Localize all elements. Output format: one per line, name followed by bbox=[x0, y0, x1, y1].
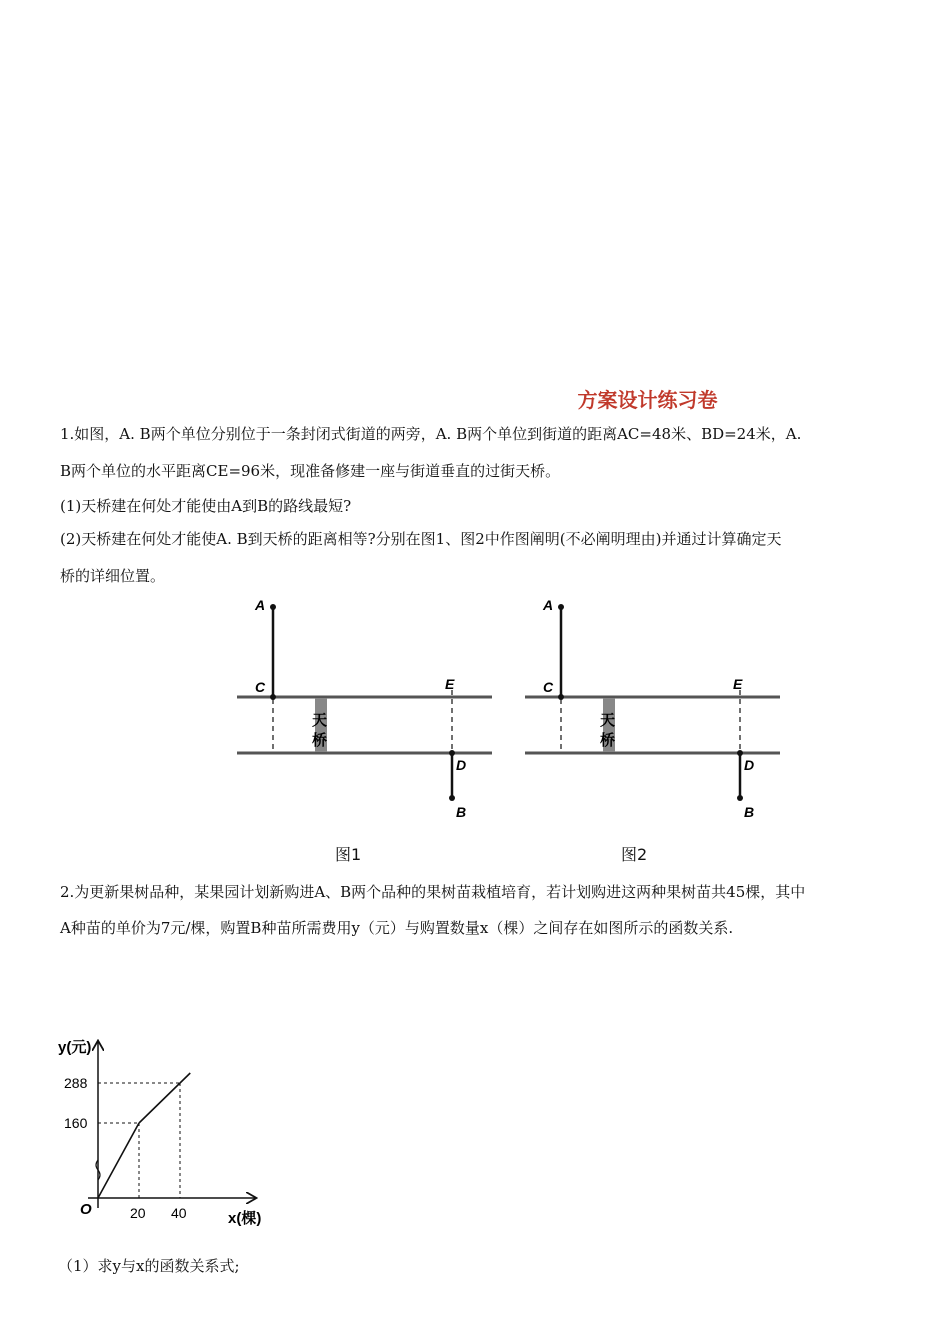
q2-part1: （1）求y与x的函数关系式; bbox=[58, 1257, 240, 1275]
graph-segment-2 bbox=[139, 1083, 180, 1123]
figure-2-caption: 图2 bbox=[621, 845, 648, 864]
bridge-label-1: 天 bbox=[312, 712, 328, 729]
function-graph bbox=[50, 1030, 290, 1235]
label-B: B bbox=[744, 804, 755, 820]
graph-segment-1 bbox=[98, 1123, 139, 1198]
label-C: C bbox=[255, 679, 266, 695]
q1-part2a: (2)天桥建在何处才能使A. B到天桥的距离相等?分别在图1、图2中作图阐明(不必阐明理由)并通过计算确定天 bbox=[60, 530, 782, 548]
graph-segment-3 bbox=[180, 1073, 190, 1083]
x-tick-label-20: 20 bbox=[130, 1205, 146, 1221]
y-tick-label-288: 288 bbox=[64, 1075, 88, 1091]
label-D: D bbox=[744, 757, 755, 773]
label-E: E bbox=[733, 676, 743, 692]
figure-1-caption: 图1 bbox=[335, 845, 362, 864]
q2-line1: 2.为更新果树品种，某果园计划新购进A、B两个品种的果树苗栽植培育，若计划购进这两种果树苗共45棵，其中 bbox=[60, 883, 806, 901]
label-B: B bbox=[456, 804, 467, 820]
q2-line2: A种苗的单价为7元/棵，购置B种苗所需费用y（元）与购置数量x（棵）之间存在如图所示的函数关系. bbox=[60, 919, 734, 937]
page-title: 方案设计练习卷 bbox=[577, 388, 718, 412]
figure-1 bbox=[230, 590, 500, 830]
figure-2 bbox=[518, 590, 788, 830]
label-C: C bbox=[543, 679, 554, 695]
q1-line1: 1.如图，A. B两个单位分别位于一条封闭式街道的两旁，A. B两个单位到街道的距离AC=48米、BD=24米，A. bbox=[60, 425, 802, 443]
origin-label: O bbox=[80, 1201, 92, 1218]
q1-part2b: 桥的详细位置。 bbox=[60, 567, 166, 585]
q1-line2: B两个单位的水平距离CE=96米，现准备修建一座与街道垂直的过街天桥。 bbox=[60, 462, 561, 480]
bridge-label-2: 桥 bbox=[600, 732, 616, 749]
y-tick-label-160: 160 bbox=[64, 1115, 88, 1131]
label-A: A bbox=[543, 597, 554, 613]
bridge-label-1: 天 bbox=[600, 712, 616, 729]
bridge-label-2: 桥 bbox=[312, 732, 328, 749]
y-axis-label: y(元) bbox=[58, 1039, 92, 1056]
label-E: E bbox=[445, 676, 455, 692]
label-A: A bbox=[255, 597, 266, 613]
label-D: D bbox=[456, 757, 467, 773]
x-tick-label-40: 40 bbox=[171, 1205, 187, 1221]
x-axis-label: x(棵) bbox=[228, 1210, 262, 1227]
q1-part1: (1)天桥建在何处才能使由A到B的路线最短? bbox=[60, 497, 352, 515]
